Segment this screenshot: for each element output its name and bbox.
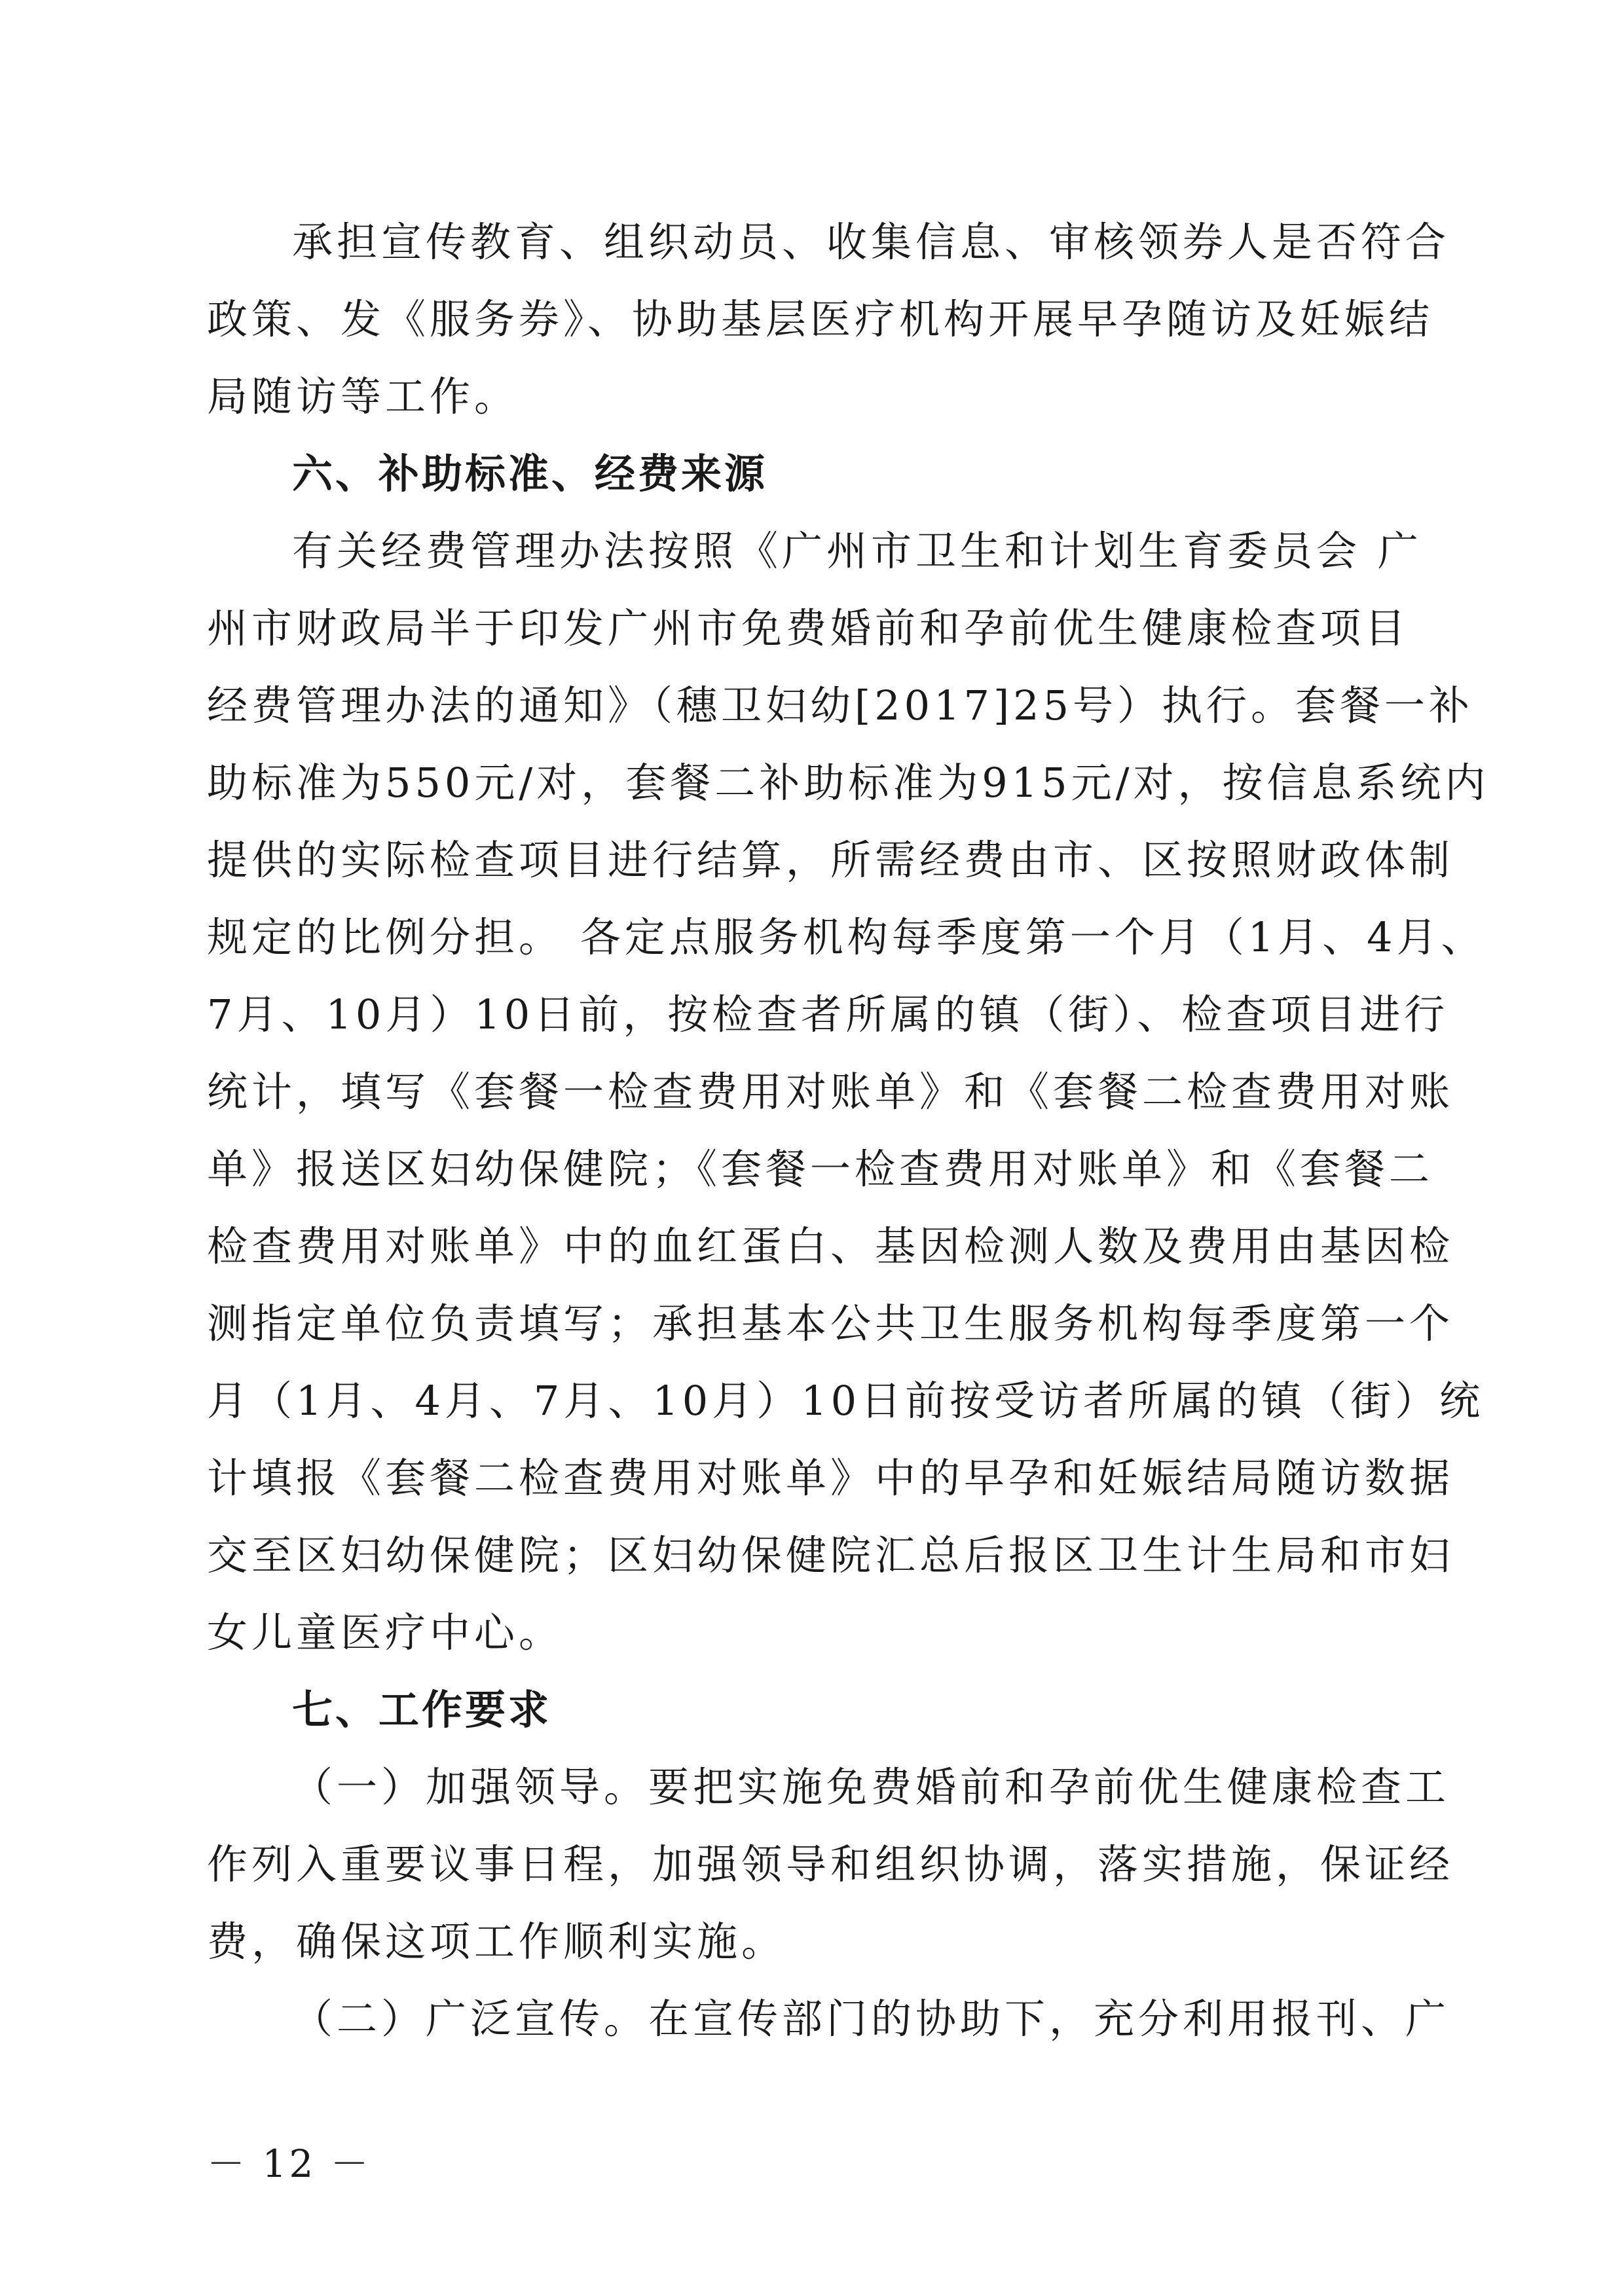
body-text-line: 测指定单位负责填写；承担基本公共卫生服务机构每季度第一个 <box>207 1300 1454 1347</box>
body-text-line: 规定的比例分担。 各定点服务机构每季度第一个月（1月、4月、 <box>207 913 1486 961</box>
body-text-line: 有关经费管理办法按照《广州市卫生和计划生育委员会 广 <box>292 527 1422 575</box>
body-text-line: 提供的实际检查项目进行结算，所需经费由市、区按照财政体制 <box>207 836 1454 884</box>
body-text-line: 局随访等工作。 <box>207 373 519 420</box>
body-text-line: 作列入重要议事日程，加强领导和组织协调，落实措施，保证经 <box>207 1840 1454 1888</box>
body-text-line: 费，确保这项工作顺利实施。 <box>207 1918 786 1965</box>
body-text-line: 计填报《套餐二检查费用对账单》中的早孕和妊娠结局随访数据 <box>207 1454 1454 1502</box>
body-text-line: 承担宣传教育、组织动员、收集信息、审核领券人是否符合 <box>292 218 1450 266</box>
body-text-line: 助标准为550元/对，套餐二补助标准为915元/对，按信息系统内 <box>207 759 1490 807</box>
body-text-line: 女儿童医疗中心。 <box>207 1609 564 1656</box>
body-text-line: 7月、10月）10日前，按检查者所属的镇（街）、检查项目进行 <box>207 991 1449 1038</box>
section-heading: 六、补助标准、经费来源 <box>292 450 768 498</box>
body-text-line: 经费管理办法的通知》（穗卫妇幼[2017]25号）执行。套餐一补 <box>207 682 1474 729</box>
body-text-line: 交至区妇幼保健院；区妇幼保健院汇总后报区卫生计生局和市妇 <box>207 1531 1454 1579</box>
body-text-line: 州市财政局半于印发广州市免费婚前和孕前优生健康检查项目 <box>207 604 1410 652</box>
body-text-line: 月（1月、4月、7月、10月）10日前按受访者所属的镇（街）统 <box>207 1377 1485 1425</box>
body-text-line: （二）广泛宣传。在宣传部门的协助下，充分利用报刊、广 <box>292 1995 1450 2043</box>
body-text-line: 政策、发《服务券》、协助基层医疗机构开展早孕随访及妊娠结 <box>207 295 1434 343</box>
section-heading: 七、工作要求 <box>292 1686 552 1734</box>
page-number: － 12 － <box>207 2141 371 2186</box>
body-text-line: （一）加强领导。要把实施免费婚前和孕前优生健康检查工 <box>292 1763 1450 1811</box>
body-text-line: 检查费用对账单》中的血红蛋白、基因检测人数及费用由基因检 <box>207 1222 1454 1270</box>
body-text-line: 单》报送区妇幼保健院；《套餐一检查费用对账单》和《套餐二 <box>207 1145 1434 1193</box>
body-text-line: 统计，填写《套餐一检查费用对账单》和《套餐二检查费用对账 <box>207 1068 1454 1116</box>
